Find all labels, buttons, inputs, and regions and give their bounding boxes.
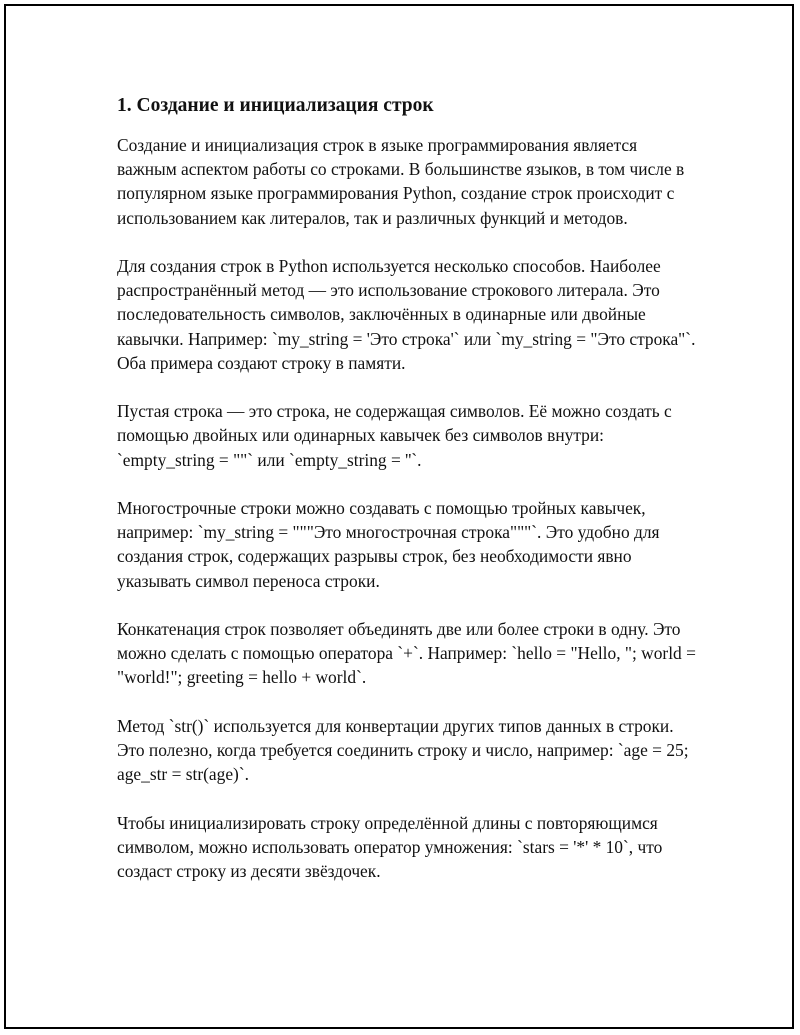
paragraph-repetition: Чтобы инициализировать строку определённой длины с повторяющимся символом, можно использовать оператор умножения: `stars = '*' * 10`, что создаст строку из десяти звёздочек. [117, 812, 663, 881]
paragraph-str-method: Метод `str()` используется для конвертации других типов данных в строки. Это полезно, когда требуется соединить строку и число, например: `age = 25; age_str = str(age)`. [117, 715, 689, 785]
document-body [117, 93, 697, 907]
section-heading: 1. Создание и инициализация строк [117, 95, 434, 116]
paragraph-intro: Создание и инициализация строк в языке программирования является важным аспектом работы со строками. В большинстве языков, в том числе в популярном языке программирования Python, создание строк происходит с использованием как литералов, так и различных функций и методов. [117, 135, 685, 228]
paragraph-literals: Для создания строк в Python используется несколько способов. Наиболее распространённый метод — это использование строкового литерала. Это последовательность символов, заключённых в одинарные или двойные кавычки. Например: `my_string = 'Это строка'` или `my_string = "Это строка"`. Оба примера создают строку в памяти. [117, 256, 696, 373]
paragraph-concatenation: Конкатенация строк позволяет объединять две или более строки в одну. Это можно сделать с помощью оператора `+`. Например: `hello = "Hello, "; world = "world!"; greeting = hello + world`. [117, 619, 696, 688]
paragraph-multiline: Многострочные строки можно создавать с помощью тройных кавычек, например: `my_string = """Это многострочная строка"""`. Это удобно для создания строк, содержащих разрывы строк, без необходимости явно указывать символ переноса строки. [117, 498, 660, 591]
paragraph-empty-string: Пустая строка — это строка, не содержащая символов. Её можно создать с помощью двойных или одинарных кавычек без символов внутри: `empty_string = ""` или `empty_string = ''`. [117, 401, 672, 470]
